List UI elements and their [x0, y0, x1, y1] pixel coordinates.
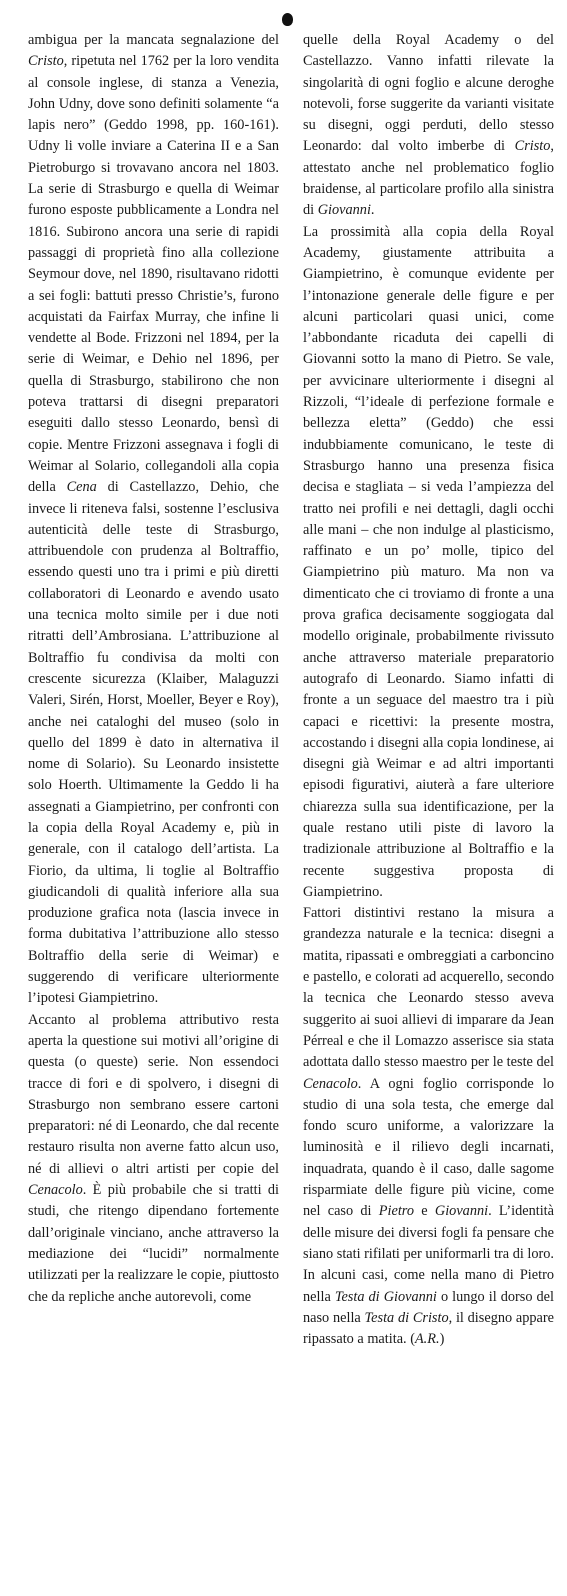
page-bullet-mark — [282, 13, 293, 26]
italic-title: Cenacolo — [303, 1075, 358, 1092]
text-run: quelle della Royal Academy o del Castellazzo. Vanno infatti rilevate la singolarità di ogni foglio e alcune deroghe notevoli, forse suggerite da varianti visitate su disegni, oggi perduti, dello stesso Leonardo: dal volto imberbe di — [303, 32, 554, 155]
text-run: , ripetuta nel 1762 per la loro vendita al console inglese, di stanza a Venezia, John Udny, dove sono definiti solamente “a lapis nero” (Geddo 1998, pp. 160-161). Udny li volle inviare a Caterina II e a San Pietroburgo si trovavano ancora nel 1803. La serie di Strasburgo e quella di Weimar furono esposte pubblicamente a Londra nel 1816. Subirono ancora una serie di rapidi passaggi di proprietà fino alla collezione Seymour dove, nel 1890, risultavano ridotti a sei fogli: battuti presso Christie’s, furono acquistati da Fairfax Murray, che infine li vendette al Bode. Frizzoni nel 1894, per la serie di Weimar, e Dehio nel 1896, per quella di Strasburgo, stabilirono che non poteva trattarsi di disegni preparatori eseguiti dallo stesso Leonardo, bensì di copie. Mentre Frizzoni assegnava i fogli di Weimar al Solario, collegandoli alla copia della — [28, 53, 279, 496]
article-body — [28, 30, 554, 1586]
right-column — [303, 30, 554, 1586]
text-run: o lungo il dorso del naso nella — [303, 1288, 554, 1326]
paragraph — [303, 222, 554, 904]
left-column — [28, 30, 279, 1586]
text-run: ) — [439, 1331, 445, 1348]
text-run: . A ogni foglio corrisponde lo studio di una sola testa, che emerge dal fondo scuro uniforme, a valorizzare la luminosità e il rilievo degli incarnati, inquadrata, quando è il caso, dalle sagome risparmiate delle figure più vicine, come nel caso di — [303, 1075, 554, 1220]
text-run: . — [370, 202, 375, 219]
text-run: Fattori distintivi restano la misura a grandezza naturale e la tecnica: disegni a matita, ripassati e ombreggiati a carboncino e pastello, e colorati ad acquerello, secondo la tecnica che Leonardo stesso aveva suggerito ai suoi allievi di imparare da Jean Pérreal e che il Lomazzo asserisce sia stata adottata dallo stesso maestro per le teste del — [303, 905, 554, 1071]
italic-title: Giovanni — [317, 202, 371, 219]
text-run: , il disegno appare ripassato a matita. ( — [303, 1309, 554, 1348]
paragraph — [303, 30, 554, 222]
paragraph — [303, 903, 554, 1350]
text-run: di Castellazzo, Dehio, che invece li riteneva falsi, sostenne l’esclusiva autenticità delle teste di Strasburgo, attribuendole con prudenza al Boltraffio, essendo questi uno tra i primi e più diretti collaboratori di Leonardo e avendo usato una tecnica molto simile per i due noti ritratti dell’Ambrosiana. L’attribuzione al Boltraffio fu condivisa da molti con crescente sicurezza (Klaiber, Malaguzzi Valeri, Sirén, Horst, Moeller, Beyer e Roy), anche nei cataloghi del museo (solo in quello del 1899 è dato in alternativa il nome di Solario). Su Leonardo insistette solo Hoerth. Ultimamente la Geddo li ha assegnati a Giampietrino, per confronti con la copia della Royal Academy e, più in generale, con il catalogo dell’artista. La Fiorio, da ultima, li toglie al Boltraffio giudicandoli di qualità inferiore alla sua produzione grafica nota (lascia invece in forma dubitativa l’attribuzione allo stesso Boltraffio della serie di Weimar) e suggerendo di verificare ulteriormente l’ipotesi Giampietrino. — [28, 479, 279, 1007]
italic-title: Cenacolo — [28, 1182, 83, 1199]
text-run: e — [414, 1203, 435, 1220]
text-run: La prossimità alla copia della Royal Academy, giustamente attribuita a Giampietrino, è comunque evidente per l’intonazione generale delle figure e per alcuni particolari quasi unici, come l’abbondante ricaduta dei capelli di Giovanni sotto la mano di Pietro. Se vale, per avvicinare ulteriormente i disegni al Rizzoli, “l’ideale di perfezione formale e bellezza eletta” (Geddo) che essi indubbiamente comunicano, le teste di Strasburgo hanno una presenza fisica decisa e stagliata – si veda l’ampiezza del tratto nei profili e nei dettagli, dagli occhi alle mani – che non indulge al plasticismo, raffinato e un po’ molle, tipico del Giampietrino più maturo. Ma non va dimenticato che ci troviamo di fronte a una prova grafica decisamente soggiogata dal modello originale, probabilmente rivissuto anche attraverso materiale preparatorio autografo di Leonardo. Siamo infatti di fronte a un seguace del maestro tra i più capaci e ricettivi: la presente mostra, accostando i disegni alla copia londinese, ai disegni già Weimar e ad altri importanti episodi figurativi, aiuterà a fare ulteriore chiarezza sulla sua identificazione, per la quale restano utili piste di lavoro la tradizionale attribuzione al Boltraffio e la recente suggestiva proposta di Giampietrino. — [303, 223, 554, 900]
italic-title: Cristo — [28, 53, 64, 70]
italic-title: Testa di Giovanni — [334, 1288, 437, 1305]
italic-title: Giovanni — [434, 1203, 489, 1220]
text-run: , attestato anche nel problematico foglio braidense, al particolare profilo alla sinistra di — [303, 138, 554, 219]
italic-title: Cena — [66, 479, 97, 496]
text-run: . L’identità delle misure dei diversi fogli fa pensare che siano stati rifilati per uniformarli tra di loro. In alcuni casi, come nella mano di Pietro nella — [303, 1203, 554, 1305]
italic-title: Pietro — [378, 1203, 414, 1220]
text-run: Accanto al problema attributivo resta aperta la questione sui motivi all’origine di questa (o queste) serie. Non essendoci tracce di fori e di spolvero, i disegni di Strasburgo non sembrano essere cartoni preparatori: né di Leonardo, che dal recente restauro risulta non averne fatto alcun uso, né di allievi o altri artisti per copie del — [28, 1011, 279, 1177]
italic-title: Testa di Cristo — [364, 1309, 449, 1326]
paragraph — [28, 30, 279, 1010]
text-run: . È più probabile che si tratti di studi, che ritengo dipendano fortemente dall’originale vinciano, anche attraverso la mediazione dei “lucidi” normalmente utilizzati per la realizzare le copie, piuttosto che da repliche anche autorevoli, come — [28, 1182, 279, 1305]
italic-title: A.R. — [414, 1331, 440, 1348]
italic-title: Cristo — [514, 138, 551, 155]
paragraph — [28, 1010, 279, 1308]
text-run: ambigua per la mancata segnalazione del — [28, 32, 279, 48]
